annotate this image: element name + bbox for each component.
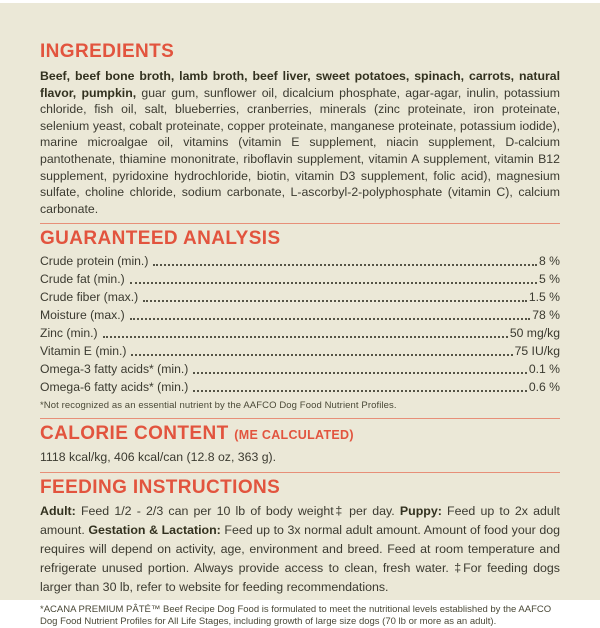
feeding-instructions-text — [40, 502, 560, 597]
dot-leader — [130, 318, 531, 320]
analysis-label: Omega-6 fatty acids* (min.) — [40, 380, 189, 395]
analysis-label: Crude fiber (max.) — [40, 290, 139, 305]
pet-food-label-panel — [0, 3, 600, 627]
feeding-puppy-text: Feed up to 2x adult amount. — [40, 503, 560, 537]
feeding-instructions-heading: FEEDING INSTRUCTIONS — [40, 476, 281, 498]
section-calorie-content — [40, 424, 560, 466]
ingredients-text — [40, 68, 560, 217]
analysis-label: Omega-3 fatty acids* (min.) — [40, 362, 189, 377]
analysis-table — [40, 251, 560, 395]
analysis-value: 50 mg/kg — [509, 326, 560, 341]
feeding-adult-label: Adult: — [40, 503, 76, 518]
analysis-value: 0.1 % — [528, 362, 560, 377]
analysis-value: 75 IU/kg — [514, 344, 560, 359]
feeding-gestation-label: Gestation & Lactation: — [88, 522, 221, 537]
calorie-values: 1118 kcal/kg, 406 kcal/can (12.8 oz, 363 g). — [40, 449, 277, 464]
section-guaranteed-analysis — [40, 229, 560, 412]
calorie-heading-main: CALORIE CONTENT — [40, 422, 229, 444]
analysis-value: 8 % — [538, 254, 560, 269]
analysis-value: 78 % — [532, 308, 560, 323]
section-divider — [40, 223, 560, 224]
analysis-row-omega-3 — [40, 359, 560, 377]
guaranteed-analysis-heading: GUARANTEED ANALYSIS — [40, 228, 281, 250]
analysis-row-crude-protein — [40, 251, 560, 269]
feeding-gestation-text: Feed up to 3x normal adult amount. Amount of food your dog requires will depend on activity, age, environment and breed. Feed at room temperature and refrigerate unused portion. Always provide access to clean, fresh water. ‡For feeding dogs larger than 30 lb, refer to website for feeding recommendations. — [40, 522, 561, 594]
analysis-row-crude-fat — [40, 269, 560, 287]
ingredients-secondary-list: guar gum, sunflower oil, dicalcium phosphate, agar-agar, inulin, potassium chloride, fish oil, salt, blueberries, cranberries, minerals (zinc proteinate, iron proteinate, selenium yeast, cobalt proteinate, copper proteinate, manganese proteinate, potassium iodide), marine microalgae oil, vitamins (vitamin E supplement, niacin supplement, D-calcium pantothenate, thiamine mononitrate, riboflavin supplement, vitamin A supplement, vitamin B12 supplement, pyridoxine hydrochloride, biotin, vitamin D3 supplement, folic acid), magnesium sulfate, choline chloride, sodium carbonate, L-ascorbyl-2-polyphosphate (vitamin C), calcium carbonate. — [40, 85, 560, 216]
analysis-label: Moisture (max.) — [40, 308, 125, 323]
dot-leader — [193, 390, 527, 392]
analysis-label: Zinc (min.) — [40, 326, 98, 341]
feeding-adult-text: Feed 1/2 - 2/3 can per 10 lb of body weight‡ per day. — [75, 503, 400, 518]
calorie-heading-suffix: (ME CALCULATED) — [234, 427, 354, 442]
analysis-row-crude-fiber — [40, 287, 560, 305]
aafco-nutrient-footnote: *Not recognized as an essential nutrient by the AAFCO Dog Food Nutrient Profiles. — [40, 400, 397, 412]
section-feeding-instructions — [40, 478, 560, 628]
ingredients-primary-list: Beef, beef bone broth, lamb broth, beef liver, sweet potatoes, spinach, carrots, natural flavor, pumpkin, — [40, 69, 560, 100]
analysis-value: 1.5 % — [528, 290, 560, 305]
analysis-label: Vitamin E (min.) — [40, 344, 127, 359]
dot-leader — [193, 372, 527, 374]
feeding-puppy-label: Puppy: — [399, 503, 442, 518]
section-ingredients — [40, 42, 560, 217]
calorie-content-heading — [40, 424, 560, 445]
analysis-row-zinc — [40, 323, 560, 341]
aafco-formulation-footnote: *ACANA PREMIUM PÂTÉ™ Beef Recipe Dog Food is formulated to meet the nutritional levels established by the AAFCO Dog Food Nutrient Profiles for All Life Stages, including growth of large size dogs (70 lb or more as an adult). — [40, 603, 552, 627]
section-divider — [40, 472, 560, 473]
analysis-label: Crude fat (min.) — [40, 272, 125, 287]
analysis-label: Crude protein (min.) — [40, 254, 149, 269]
analysis-value: 5 % — [538, 272, 560, 287]
analysis-row-moisture — [40, 305, 560, 323]
dot-leader — [143, 300, 527, 302]
section-divider — [40, 418, 560, 419]
analysis-row-vitamin-e — [40, 341, 560, 359]
dot-leader — [103, 336, 508, 338]
analysis-value: 0.6 % — [528, 380, 560, 395]
dot-leader — [130, 282, 537, 284]
dot-leader — [131, 354, 512, 356]
ingredients-heading: INGREDIENTS — [40, 41, 175, 62]
analysis-row-omega-6 — [40, 377, 560, 395]
dot-leader — [153, 264, 537, 266]
